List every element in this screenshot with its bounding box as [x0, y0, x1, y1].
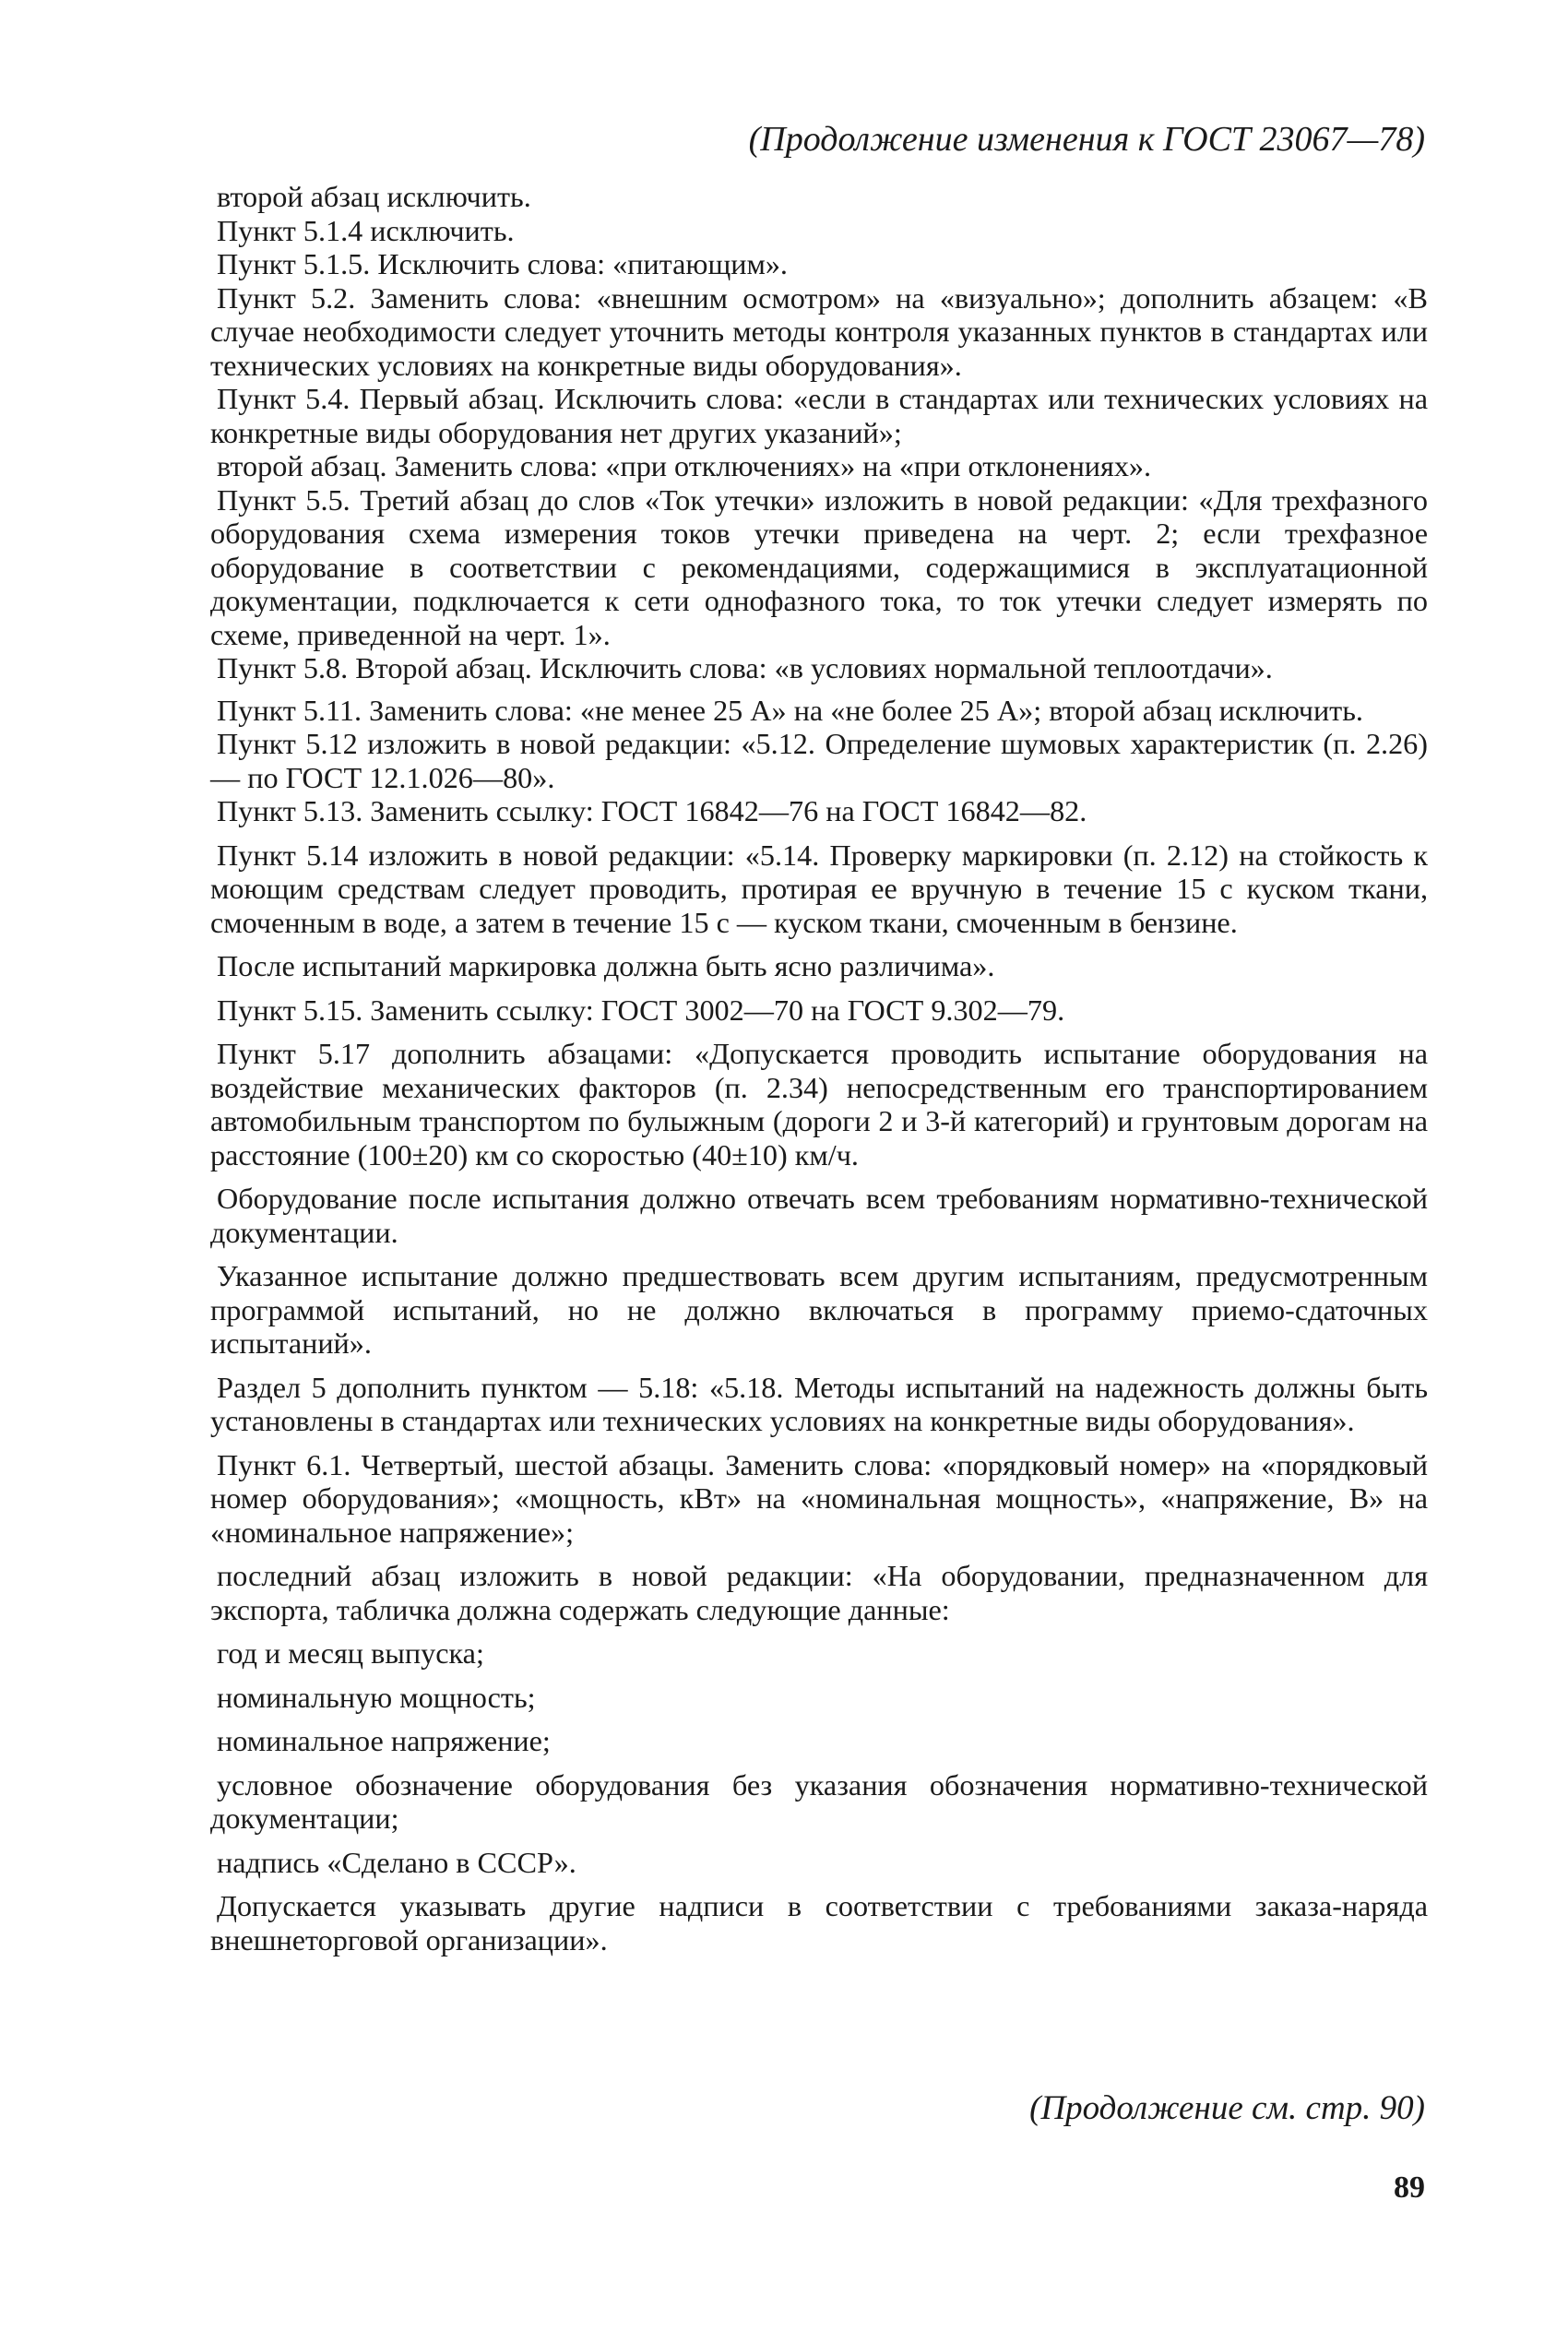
paragraph-5-8: Пункт 5.8. Второй абзац. Исключить слова: «в условиях нормальной теплоотдачи». — [217, 651, 1273, 684]
continuation-note: (Продолжение см. стр. 90) — [1029, 2089, 1425, 2127]
list-item-designation: условное обозначение оборудования без указания обозначения нормативно-технической документации; — [210, 1767, 1428, 1835]
page-number: 89 — [1394, 2170, 1425, 2205]
paragraph-5-4: Пункт 5.4. Первый абзац. Исключить слова: «если в стандартах или технических условиях на конкретные виды оборудования нет других указаний»; — [210, 382, 1428, 449]
paragraph-other-inscriptions: Допускается указывать другие надписи в соответствии с требованиями заказа-наряда внешнеторговой организации». — [210, 1889, 1428, 1956]
paragraph-5-17-equipment: Оборудование после испытания должно отвечать всем требованиям нормативно-технической документации. — [210, 1182, 1428, 1249]
paragraph-5-15: Пункт 5.15. Заменить ссылку: ГОСТ 3002—70 на ГОСТ 9.302—79. — [217, 993, 1065, 1027]
document-body — [210, 180, 1428, 1956]
paragraph-5-14-after: После испытаний маркировка должна быть ясно различима». — [217, 949, 995, 982]
running-header: (Продолжение изменения к ГОСТ 23067—78) — [748, 120, 1425, 159]
paragraph-5-14: Пункт 5.14 изложить в новой редакции: «5.14. Проверку маркировки (п. 2.12) на стойкость к моющим средствам следует проводить, протирая ее вручную в течение 15 с куском ткани, смоченным в воде, а затем в течение 15 с — куском ткани, смоченным в бензине. — [210, 838, 1428, 939]
paragraph-6-1-last: последний абзац изложить в новой редакции: «На оборудовании, предназначенном для экспорта, табличка должна содержать следующие данные: — [210, 1559, 1428, 1626]
paragraph-5-11: Пункт 5.11. Заменить слова: «не менее 25 А» на «не более 25 А»; второй абзац исключить. — [217, 693, 1363, 727]
list-item-made-in-ussr: надпись «Сделано в СССР». — [217, 1845, 576, 1879]
paragraph-5-17-test: Указанное испытание должно предшествовать всем другим испытаниям, предусмотренным программой испытаний, но не должно включаться в программу приемо-сдаточных испытаний». — [210, 1259, 1428, 1360]
list-item-power: номинальную мощность; — [217, 1680, 536, 1714]
paragraph-5-4-second: второй абзац. Заменить слова: «при отключениях» на «при отклонениях». — [217, 449, 1152, 482]
paragraph-5-12: Пункт 5.12 изложить в новой редакции: «5.12. Определение шумовых характеристик (п. 2.26) — по ГОСТ 12.1.026—80». — [210, 727, 1428, 794]
paragraph-5-2: Пункт 5.2. Заменить слова: «внешним осмотром» на «визуально»; дополнить абзацем: «В случае необходимости следует уточнить методы контроля указанных пунктов в стандартах или технических условиях на конкретные виды оборудования». — [210, 280, 1428, 382]
paragraph-6-1: Пункт 6.1. Четвертый, шестой абзацы. Заменить слова: «порядковый номер» на «порядковый номер оборудования»; «мощность, кВт» на «номинальная мощность», «напряжение, В» на «номинальное напряжение»; — [210, 1447, 1428, 1549]
paragraph-5-13: Пункт 5.13. Заменить ссылку: ГОСТ 16842—76 на ГОСТ 16842—82. — [217, 794, 1087, 827]
paragraph-5-17: Пункт 5.17 дополнить абзацами: «Допускается проводить испытание оборудования на воздействие механических факторов (п. 2.34) непосредственным его транспортированием автомобильным транспортом по булыжным (дороги 2 и 3-й категорий) и грунтовым дорогам на расстояние (100±20) км со скоростью (40±10) км/ч. — [210, 1037, 1428, 1171]
paragraph-section-5-18: Раздел 5 дополнить пунктом — 5.18: «5.18. Методы испытаний на надежность должны быть установлены в стандартах или технических условиях на конкретные виды оборудования». — [210, 1370, 1428, 1437]
paragraph-second-abzats: второй абзац исключить. — [217, 180, 531, 213]
list-item-year-month: год и месяц выпуска; — [217, 1636, 484, 1670]
paragraph-5-1-5: Пункт 5.1.5. Исключить слова: «питающим». — [217, 247, 788, 280]
list-item-voltage: номинальное напряжение; — [217, 1724, 551, 1757]
paragraph-5-5: Пункт 5.5. Третий абзац до слов «Ток утечки» изложить в новой редакции: «Для трехфазного оборудования схема измерения токов утечки приведена на черт. 2; если трехфазное оборудование в соответствии с рекомендациями, содержащимися в эксплуатационной документации, подключается к сети однофазного тока, то ток утечки следует измерять по схеме, приведенной на черт. 1». — [210, 482, 1428, 651]
paragraph-5-1-4: Пункт 5.1.4 исключить. — [217, 213, 515, 247]
